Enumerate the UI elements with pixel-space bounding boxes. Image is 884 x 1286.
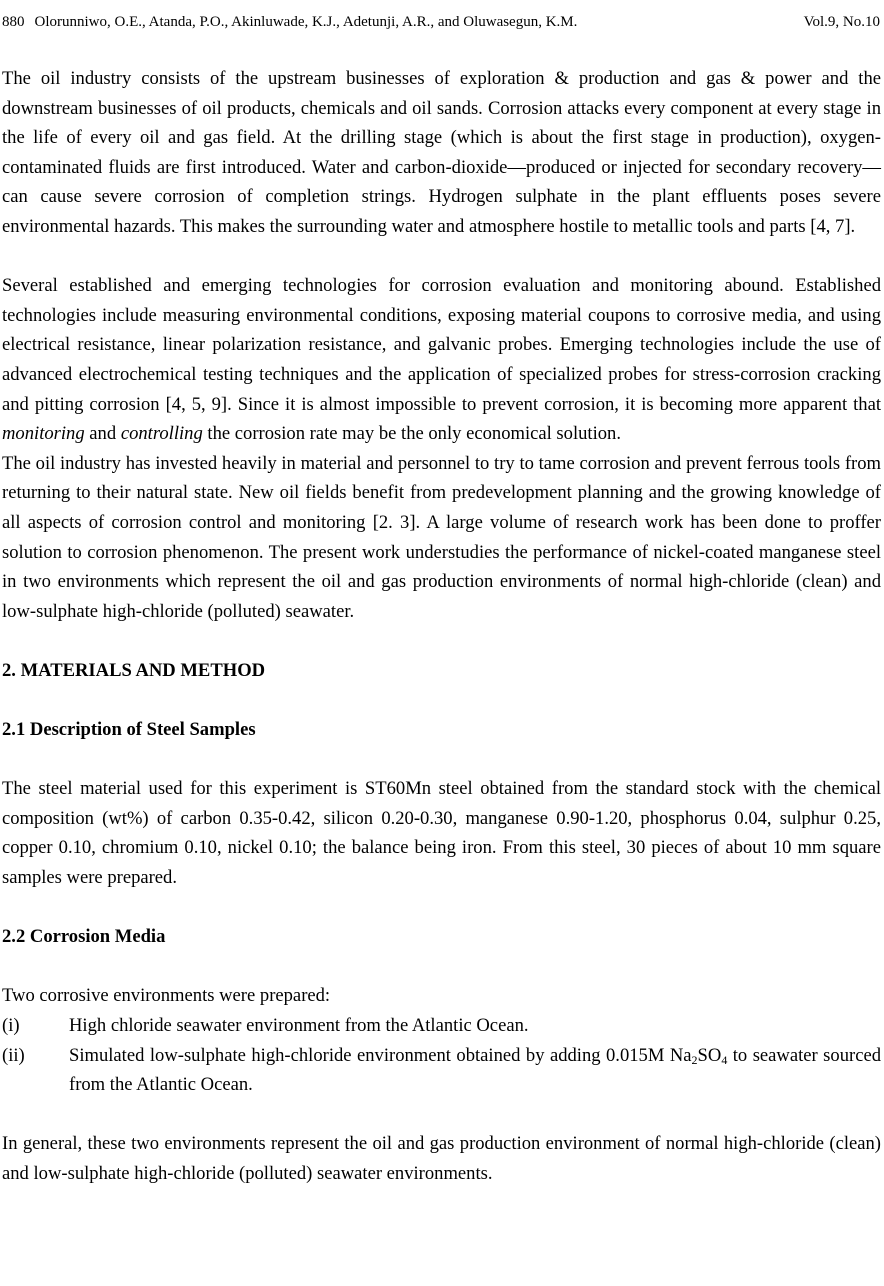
spacer: [2, 893, 881, 923]
header-volume: Vol.9, No.10: [803, 14, 880, 30]
list-number: (ii): [2, 1044, 25, 1066]
emphasis-monitoring: monitoring: [2, 423, 85, 445]
subsection-heading-corrosion-media: 2.2 Corrosion Media: [2, 926, 166, 948]
page-content: [2, 64, 881, 1189]
spacer: [2, 952, 881, 982]
section-heading-materials: 2. MATERIALS AND METHOD: [2, 659, 266, 681]
list-text: High chloride seawater environment from the Atlantic Ocean.: [69, 1015, 529, 1036]
spacer: [2, 745, 881, 775]
subsection-heading-steel-samples: 2.1 Description of Steel Samples: [2, 719, 256, 741]
list-item: [2, 1011, 881, 1041]
subscript: 4: [721, 1052, 728, 1067]
emphasis-controlling: controlling: [120, 423, 203, 445]
paragraph-environments-summary: In general, these two environments represent the oil and gas production environment of normal high-chloride (clean) and low-sulphate high-chloride (polluted) seawater environments.: [2, 1133, 881, 1184]
paragraph-text: Several established and emerging technologies for corrosion evaluation and monitoring abound. Established technologies include measuring environmental conditions, exposing material coupons to corrosive media, and using electrical resistance, linear polarization resistance, and galvanic probes. Emerging technologies include the use of advanced electrochemical testing techniques and the application of specialized probes for stress-corrosion cracking and pitting corrosion [4, 5, 9]. Since it is almost impossible to prevent corrosion, it is becoming more apparent that: [2, 275, 881, 415]
running-header: [2, 14, 880, 38]
list-text: [69, 1041, 881, 1100]
spacer: [2, 626, 881, 656]
paragraph-environments-intro: Two corrosive environments were prepared:: [2, 985, 331, 1007]
paragraph-steel-material: The steel material used for this experiment is ST60Mn steel obtained from the standard stock with the chemical composition (wt%) of carbon 0.35-0.42, silicon 0.20-0.30, manganese 0.90-1.20, phosphorus 0.04, sulphur 0.25, copper 0.10, chromium 0.10, nickel 0.10; the balance being iron. From this steel, 30 pieces of about 10 mm square samples were prepared.: [2, 778, 881, 889]
list-item: [2, 1041, 881, 1100]
paragraph-oil-industry: The oil industry consists of the upstream businesses of exploration & production and gas & power and the downstream businesses of oil products, chemicals and oil sands. Corrosion attacks every component at every stage in the life of every oil and gas field. At the drilling stage (which is about the first stage in production), oxygen-contaminated fluids are first introduced. Water and carbon-dioxide—produced or injected for secondary recovery—can cause severe corrosion of completion strings. Hydrogen sulphate in the plant effluents poses severe environmental hazards. This makes the surrounding water and atmosphere hostile to metallic tools and parts [4, 7].: [2, 68, 881, 237]
spacer: [2, 242, 881, 272]
header-authors: Olorunniwo, O.E., Atanda, P.O., Akinluwade, K.J., Adetunji, A.R., and Oluwasegun, K.M.: [34, 14, 578, 30]
list-number: (i): [2, 1015, 20, 1036]
spacer: [2, 685, 881, 715]
subscript: 2: [691, 1052, 698, 1067]
list-text-part: to seawater sourced from the Atlantic Ocean.: [69, 1044, 882, 1096]
list-text-part: Simulated low-sulphate high-chloride environment obtained by adding 0.015M Na: [69, 1044, 692, 1066]
spacer: [2, 1100, 881, 1130]
list-text-part: SO: [697, 1044, 722, 1066]
page-number: 880: [2, 14, 25, 30]
paragraph-investment: The oil industry has invested heavily in material and personnel to try to tame corrosion and prevent ferrous tools from returning to their natural state. New oil fields benefit from predevelopment planning and the growing knowledge of all aspects of corrosion control and monitoring [2. 3]. A large volume of research work has been done to proffer solution to corrosion phenomenon. The present work understudies the performance of nickel-coated manganese steel in two environments which represent the oil and gas production environments of normal high-chloride (clean) and low-sulphate high-chloride (polluted) seawater.: [2, 452, 881, 622]
paragraph-technologies: [2, 271, 881, 449]
paragraph-text: the corrosion rate may be the only economical solution.: [202, 423, 622, 445]
paragraph-text: and: [84, 423, 121, 445]
